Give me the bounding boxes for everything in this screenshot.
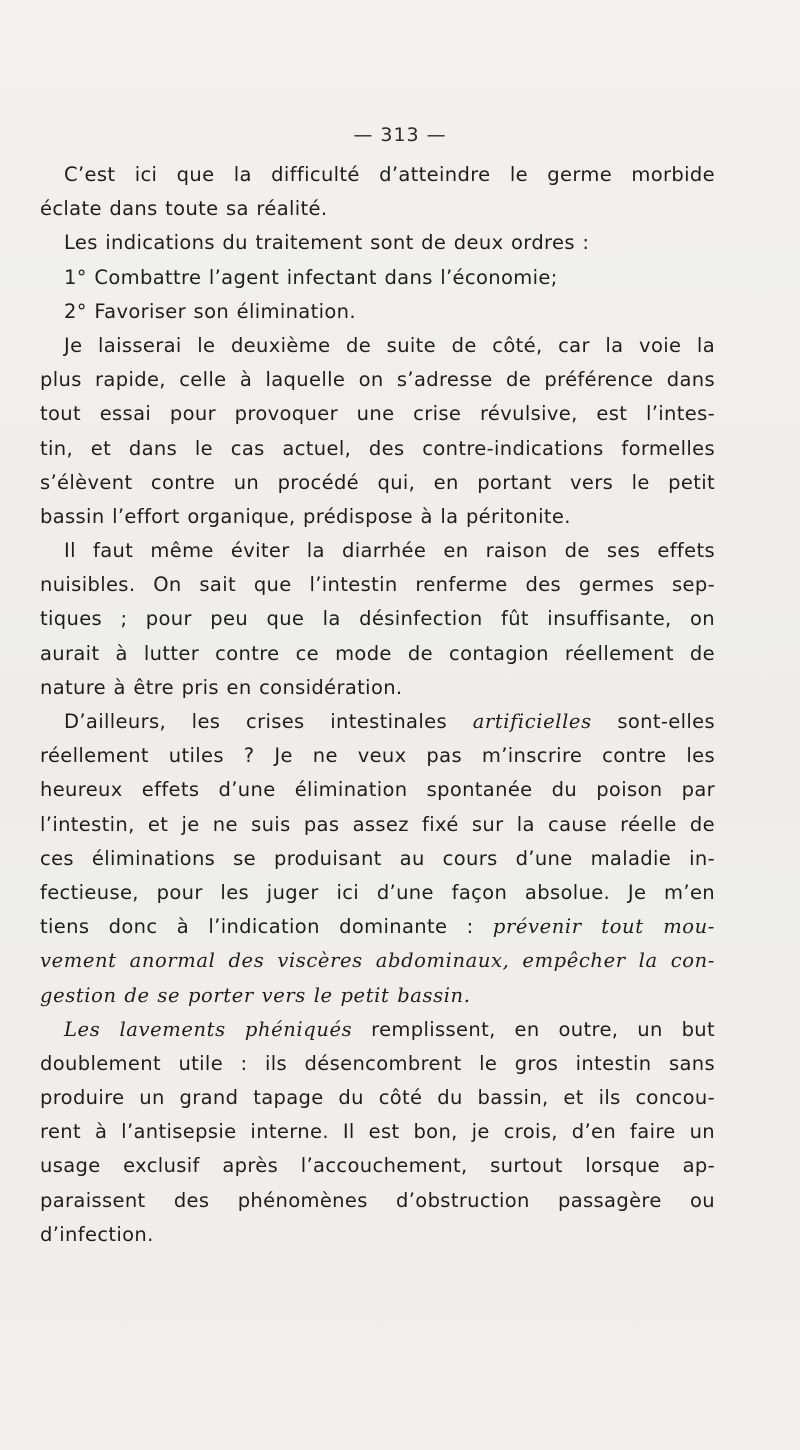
text-line — [40, 773, 715, 807]
italic-text-segment: prévenir tout mou- — [492, 915, 715, 939]
text-line — [40, 1184, 715, 1218]
text-line — [40, 261, 715, 295]
text-segment: l’intestin, et je ne suis pas assez fixé sur la cause réelle de — [40, 812, 715, 836]
text-line — [40, 329, 715, 363]
text-line — [40, 944, 715, 978]
text-segment: nature à être pris en considération. — [40, 675, 403, 699]
text-line — [40, 808, 715, 842]
text-line — [40, 842, 715, 876]
text-line — [40, 466, 715, 500]
text-line — [40, 739, 715, 773]
text-segment: aurait à lutter contre ce mode de contagion réellement de — [40, 641, 715, 665]
text-line — [40, 1115, 715, 1149]
italic-text-segment: gestion de se porter vers le petit bassin. — [40, 983, 471, 1007]
text-segment: D’ailleurs, les crises intestinales — [64, 710, 473, 733]
italic-text-segment: vement anormal des viscères abdominaux, empêcher la con- — [40, 949, 715, 973]
text-segment: plus rapide, celle à laquelle on s’adresse de préférence dans — [40, 368, 715, 392]
text-segment: réellement utiles ? Je ne veux pas m’inscrire contre les — [40, 744, 715, 768]
text-line — [40, 876, 715, 910]
text-line — [40, 979, 715, 1013]
text-segment: éclate dans toute sa réalité. — [40, 197, 328, 221]
text-segment: s’élèvent contre un procédé qui, en portant vers le petit — [40, 470, 715, 494]
text-line — [40, 226, 715, 260]
text-segment: Les indications du traitement sont de deux ordres : — [64, 231, 590, 255]
text-line — [40, 158, 715, 192]
text-segment: 1° Combattre l’agent infectant dans l’économie; — [64, 265, 558, 289]
text-line — [40, 432, 715, 466]
italic-text-segment: artificielles — [472, 710, 592, 733]
text-segment: produire un grand tapage du côté du bassin, et ils concou- — [40, 1086, 715, 1110]
text-segment: Je laisserai le deuxième de suite de côté, car la voie la — [64, 333, 715, 357]
page-body-text — [40, 158, 715, 1252]
text-segment: doublement utile : ils désencombrent le gros intestin sans — [40, 1051, 715, 1075]
text-segment: nuisibles. On sait que l’intestin renferme des germes sep- — [40, 573, 715, 597]
text-segment: paraissent des phénomènes d’obstruction passagère ou — [40, 1188, 715, 1212]
text-segment: usage exclusif après l’accouchement, surtout lorsque ap- — [40, 1154, 715, 1178]
italic-text-segment: Les lavements phéniqués — [64, 1017, 353, 1041]
text-segment: C’est ici que la difficulté d’atteindre le germe morbide — [64, 163, 715, 186]
text-line — [40, 602, 715, 636]
text-line — [40, 671, 715, 705]
text-segment: d’infection. — [40, 1222, 154, 1246]
text-segment: remplissent, en outre, un but — [352, 1017, 715, 1041]
text-segment: tin, et dans le cas actuel, des contre-indications formelles — [40, 436, 715, 460]
text-line — [40, 637, 715, 671]
text-line — [40, 500, 715, 534]
text-segment: fectieuse, pour les juger ici d’une façon absolue. Je m’en — [40, 880, 715, 904]
text-line — [40, 568, 715, 602]
text-line — [40, 1013, 715, 1047]
text-line — [40, 1218, 715, 1252]
text-line — [40, 295, 715, 329]
text-line — [40, 910, 715, 944]
text-segment: tiens donc à l’indication dominante : — [40, 915, 493, 939]
page-number-header: — 313 — — [353, 124, 447, 146]
text-segment: Il faut même éviter la diarrhée en raison de ses effets — [64, 539, 715, 563]
text-segment: sont-elles — [591, 710, 715, 733]
text-segment: tiques ; pour peu que la désinfection fût insuffisante, on — [40, 607, 715, 631]
text-line — [40, 1149, 715, 1183]
text-segment: ces éliminations se produisant au cours d’une maladie in- — [40, 846, 715, 870]
text-line — [40, 705, 715, 739]
text-line — [40, 363, 715, 397]
text-segment: bassin l’effort organique, prédispose à la péritonite. — [40, 504, 571, 528]
text-segment: heureux effets d’une élimination spontanée du poison par — [40, 778, 715, 802]
text-line — [40, 1047, 715, 1081]
text-segment: rent à l’antisepsie interne. Il est bon, je crois, d’en faire un — [40, 1120, 715, 1144]
text-line — [40, 1081, 715, 1115]
text-segment: tout essai pour provoquer une crise révulsive, est l’intes- — [40, 402, 715, 426]
text-line — [40, 534, 715, 568]
text-line — [40, 397, 715, 431]
text-line — [40, 192, 715, 226]
text-segment: 2° Favoriser son élimination. — [64, 299, 356, 323]
